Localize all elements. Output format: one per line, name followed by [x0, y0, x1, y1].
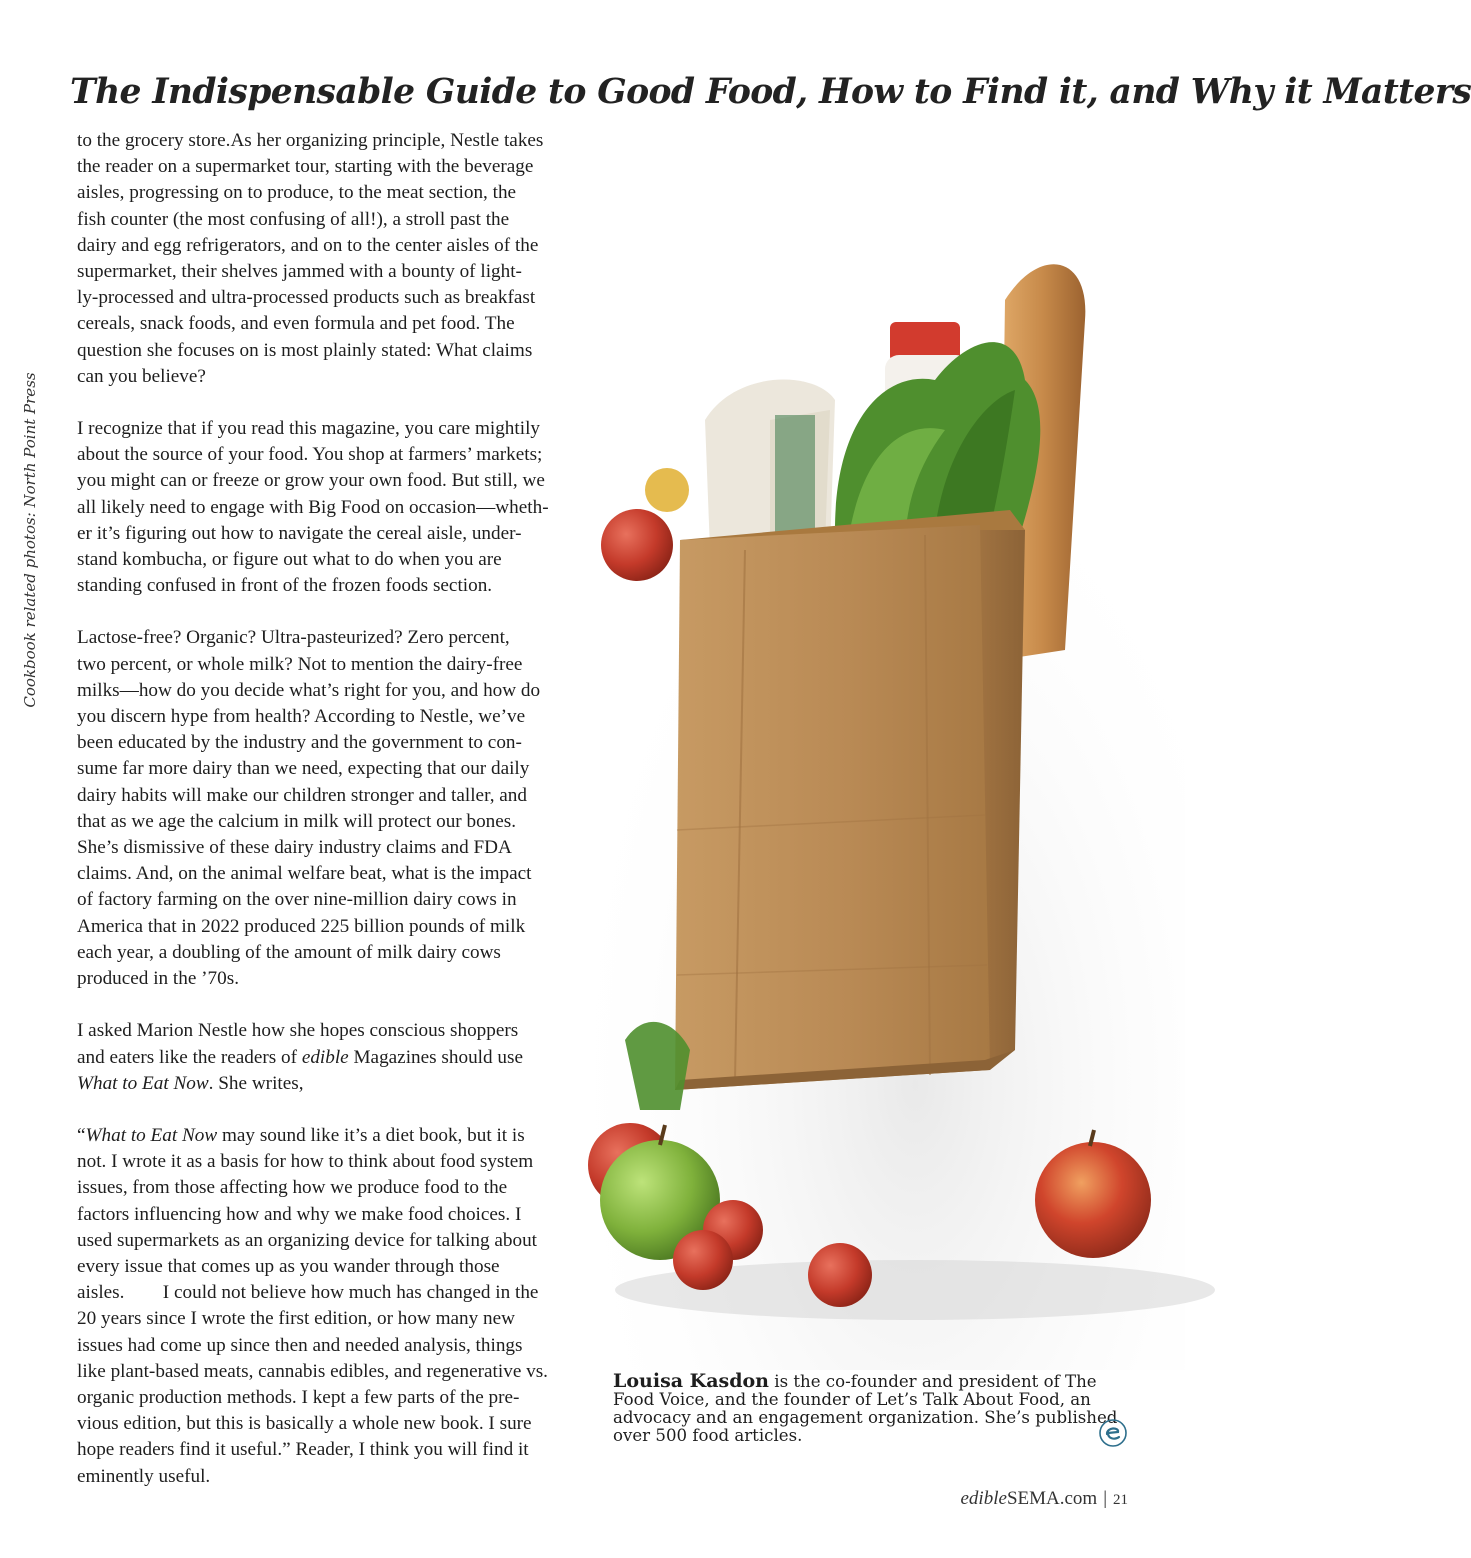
text-line: question she focuses on is most plainly stated: What claims	[77, 339, 533, 361]
page-footer	[961, 1488, 1129, 1510]
text-line: issues had come up since then and needed analysis, things	[77, 1334, 523, 1356]
text-line: dairy habits will make our children stronger and taller, and	[77, 784, 527, 806]
text-line: hope readers find it useful.” Reader, I think you will find it	[77, 1439, 529, 1461]
text-run: . She writes,	[208, 1072, 304, 1094]
footer-brand-italic: edible	[960, 1488, 1007, 1509]
paragraph-5-quote	[77, 1123, 597, 1490]
text-line: supermarket, their shelves jammed with a bounty of light-	[77, 261, 522, 283]
text-line: fish counter (the most confusing of all!), a stroll past the	[77, 208, 510, 230]
book-title: What to Eat Now	[77, 1072, 209, 1094]
text-line: that as we age the calcium in milk will protect our bones.	[77, 810, 517, 832]
text-line: Food Voice, and the founder of Let’s Talk About Food, an	[613, 1390, 1091, 1409]
text-line: advocacy and an engagement organization. She’s published	[613, 1408, 1118, 1427]
paragraph-4	[77, 1018, 597, 1097]
text-line: She’s dismissive of these dairy industry claims and FDA	[77, 837, 512, 859]
text-line: each year, a doubling of the amount of milk dairy cows	[77, 941, 501, 963]
paragraph-1	[77, 128, 597, 390]
text-line: ly-processed and ultra-processed products such as breakfast	[77, 287, 536, 309]
text-run: may sound like it’s a diet book, but it is	[217, 1124, 525, 1146]
author-name: Louisa Kasdon	[613, 1370, 769, 1392]
paragraph-2	[77, 416, 597, 599]
text-line: to the grocery store.As her organizing principle, Nestle takes	[77, 130, 544, 151]
text-line: like plant-based meats, cannabis edibles, and regenerative vs.	[77, 1360, 548, 1382]
text-line: every issue that comes up as you wander through those	[77, 1255, 500, 1277]
text-line: I recognize that if you read this magazine, you care mightily	[77, 418, 540, 440]
text-line: organic production methods. I kept a few parts of the pre-	[77, 1386, 520, 1408]
text-line: can you believe?	[77, 365, 206, 387]
text-run: is the co-founder and president of The	[768, 1372, 1097, 1391]
text-line: vious edition, but this is basically a whole new book. I sure	[77, 1413, 532, 1435]
text-line: two percent, or whole milk? Not to mention the dairy-free	[77, 653, 523, 675]
text-line: 20 years since I wrote the first edition, or how many new	[77, 1308, 515, 1330]
article-title: The Indispensable Guide to Good Food, How to Find it, and Why it Matters	[70, 72, 1471, 112]
text-line	[613, 1372, 1133, 1391]
footer-separator: |	[1103, 1488, 1107, 1509]
page-number: 21	[1113, 1492, 1128, 1508]
text-line: been educated by the industry and the government to con-	[77, 732, 522, 754]
text-line: all likely need to engage with Big Food on occasion—wheth-	[77, 496, 549, 518]
text-line	[77, 1123, 597, 1149]
magazine-name: edible	[301, 1046, 349, 1068]
photo-credit: Cookbook related photos: North Point Press	[21, 372, 39, 708]
text-line: aisles. I could not believe how much has changed in the	[77, 1282, 539, 1304]
text-line: claims. And, on the animal welfare beat, what is the impact	[77, 863, 532, 885]
text-run: Magazines should use	[348, 1046, 523, 1068]
text-line: you might can or freeze or grow your own food. But still, we	[77, 470, 545, 492]
text-line: America that in 2022 produced 225 billion pounds of milk	[77, 915, 526, 937]
end-mark-icon	[1098, 1418, 1128, 1448]
text-line: eminently useful.	[77, 1465, 211, 1487]
text-line: stand kombucha, or figure out what to do when you are	[77, 549, 502, 571]
author-bio	[613, 1372, 1133, 1445]
text-run: and eaters like the readers of	[77, 1046, 302, 1068]
text-line	[77, 1071, 597, 1097]
text-line: sume far more dairy than we need, expecting that our daily	[77, 758, 530, 780]
text-line: dairy and egg refrigerators, and on to the center aisles of the	[77, 234, 539, 256]
text-line: you discern hype from health? According to Nestle, we’ve	[77, 706, 526, 728]
text-line: aisles, progressing on to produce, to the meat section, the	[77, 182, 517, 204]
open-quote: “	[77, 1124, 86, 1146]
paragraph-3	[77, 625, 597, 992]
text-line: milks—how do you decide what’s right for you, and how do	[77, 679, 541, 701]
text-line: used supermarkets as an organizing device for talking about	[77, 1229, 538, 1251]
text-line: of factory farming on the over nine-million dairy cows in	[77, 889, 517, 911]
text-line: cereals, snack foods, and even formula and pet food. The	[77, 313, 515, 335]
text-line: the reader on a supermarket tour, starting with the beverage	[77, 156, 534, 178]
text-line: factors influencing how and why we make food choices. I	[77, 1203, 522, 1225]
text-line: I asked Marion Nestle how she hopes conscious shoppers	[77, 1020, 519, 1042]
footer-brand: SEMA.com	[1006, 1488, 1098, 1509]
text-line: standing confused in front of the frozen foods section.	[77, 575, 493, 597]
text-line: issues, from those affecting how we produce food to the	[77, 1177, 508, 1199]
text-line: not. I wrote it as a basis for how to think about food system	[77, 1151, 534, 1173]
text-line: over 500 food articles.	[613, 1426, 803, 1445]
text-line: about the source of your food. You shop at farmers’ markets;	[77, 444, 543, 466]
book-title: What to Eat Now	[85, 1124, 218, 1146]
grocery-bag-photo	[585, 230, 1185, 1370]
text-line: er it’s figuring out how to navigate the cereal aisle, under-	[77, 522, 522, 544]
text-line	[77, 1045, 597, 1071]
text-line: Lactose-free? Organic? Ultra-pasteurized? Zero percent,	[77, 627, 510, 649]
article-body	[77, 128, 597, 1516]
text-line: produced in the ’70s.	[77, 968, 239, 990]
